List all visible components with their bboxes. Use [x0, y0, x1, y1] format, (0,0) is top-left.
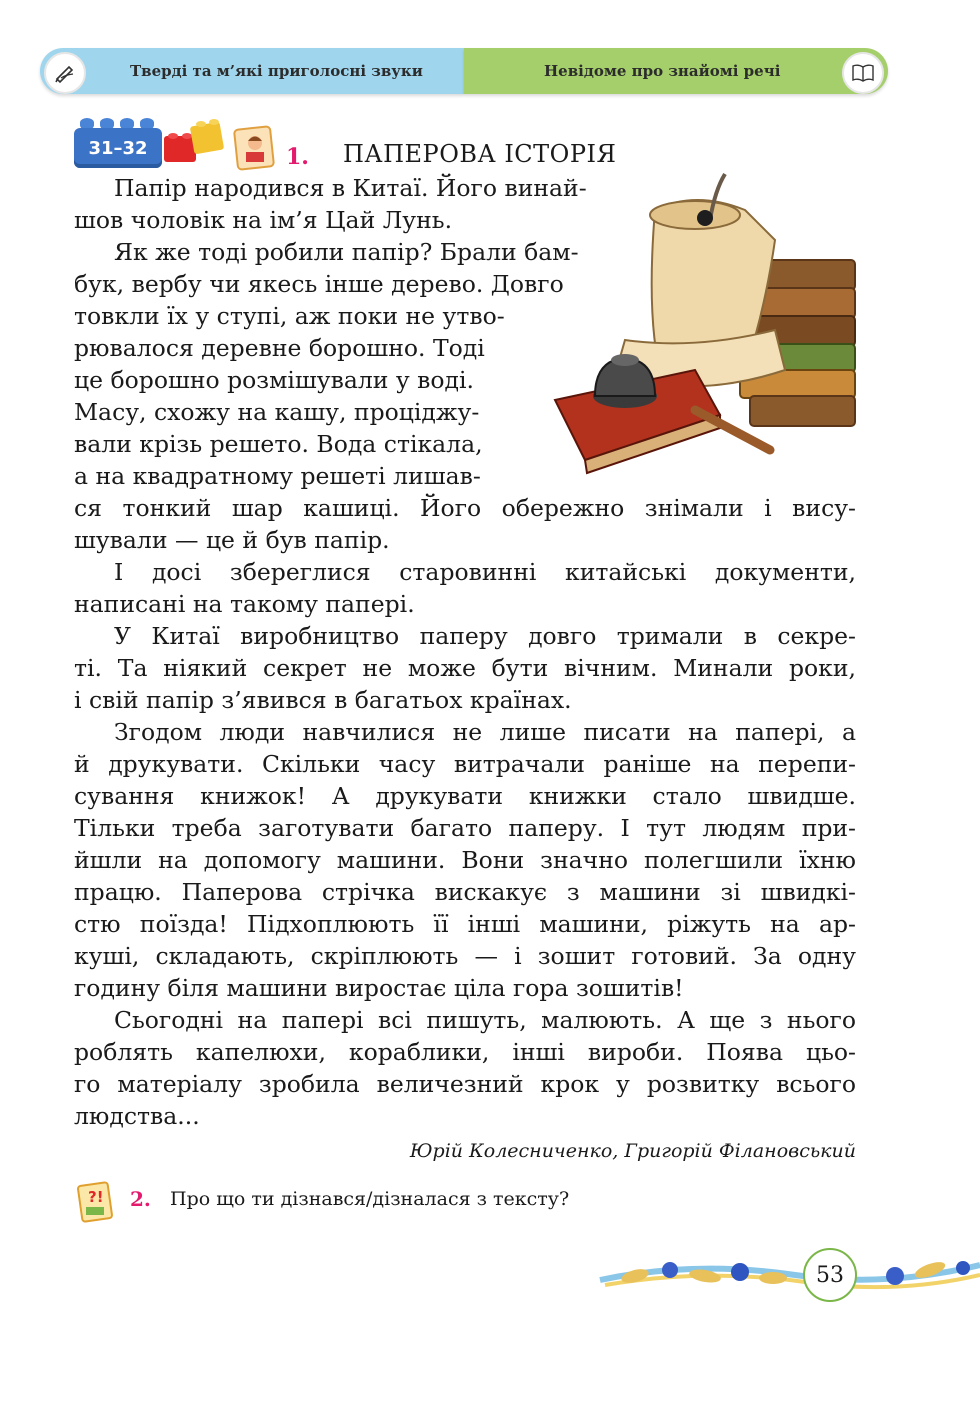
author-line: Юрій Колесниченко, Григорій Філановський [409, 1140, 856, 1162]
text-line: годину біля машини виростає ціла гора зошитів! [74, 974, 684, 1002]
text-line: рювалося деревне борошно. Тоді [74, 334, 485, 362]
task-number: 1. [286, 144, 309, 170]
text-line: а на квадратному решеті лишав- [74, 462, 481, 490]
text-line: й друкувати. Скільки часу витрачали раніше на перепи- [74, 750, 856, 778]
text-line: шов чоловік на ім’я Цай Лунь. [74, 206, 453, 234]
open-book-icon [842, 52, 884, 94]
task-number-2: 2. [130, 1187, 151, 1211]
text-line: І досі збереглися старовинні китайські документи, [114, 558, 856, 586]
cornflower-wheat-garland [595, 1240, 980, 1310]
text-line: Тільки треба заготувати багато паперу. І тут людям при- [74, 814, 856, 842]
text-line: йшли на допомогу машини. Вони значно полегшили їхню [74, 846, 856, 874]
text-line: Як же тоді робили папір? Брали бам- [114, 238, 579, 266]
text-line: Масу, схожу на кашу, проціджу- [74, 398, 480, 426]
text-line: і свій папір з’явився в багатьох країнах. [74, 686, 572, 714]
text-line: вали крізь решето. Вода стікала, [74, 430, 483, 458]
text-line: стю поїзда! Підхоплюють її інші машини, ріжуть на ар- [74, 910, 856, 938]
svg-text:?!: ?! [88, 1188, 104, 1206]
text-line: роблять капелюхи, кораблики, інші вироби. Поява цьо- [74, 1038, 856, 1066]
reading-child-icon [232, 124, 278, 172]
text-line: шували — це й був папір. [74, 526, 390, 554]
scroll-books-inkwell-illustration [545, 170, 860, 475]
text-line: працю. Паперова стрічка вискакує з машини зі швидкі- [74, 878, 856, 906]
page-number: 53 [803, 1248, 857, 1302]
header-left-section [40, 48, 464, 94]
header-right-title: Невідоме про знайомі речі [544, 62, 781, 80]
header-left-title: Тверді та м’які приголосні звуки [130, 62, 423, 80]
text-line: Згодом люди навчилися не лише писати на папері, а [114, 718, 856, 746]
question-text: Про що ти дізнався/дізналася з тексту? [170, 1188, 570, 1210]
text-line: це борошно розмішували у воді. [74, 366, 475, 394]
page-header [40, 48, 888, 94]
text-line: товкли їх у ступі, аж поки не утво- [74, 302, 505, 330]
text-line: написані на такому папері. [74, 590, 415, 618]
text-line: ся тонкий шар кашиці. Його обережно знімали і вису- [74, 494, 856, 522]
text-line: сування книжок! А друкувати книжки стало швидше. [74, 782, 856, 810]
lesson-number: 31–32 [74, 128, 162, 168]
text-line: Сьогодні на папері всі пишуть, малюють. А ще з нього [114, 1006, 856, 1034]
text-line: бук, вербу чи якесь інше дерево. Довго [74, 270, 564, 298]
text-line: людства... [74, 1102, 200, 1130]
pen-writing-icon [44, 52, 86, 94]
text-line: го матеріалу зробила величезний крок у розвитку всього [74, 1070, 856, 1098]
text-line: ті. Та ніякий секрет не може бути вічним. Минали роки, [74, 654, 856, 682]
question-card-icon [74, 1180, 122, 1226]
text-line: Папір народився в Китаї. Його винай- [114, 174, 587, 202]
lego-blocks-icon [158, 116, 228, 176]
text-line: куші, складають, скріплюють — і зошит готовий. За одну [74, 942, 856, 970]
header-right-section [464, 48, 888, 94]
text-line: У Китаї виробництво паперу довго тримали в секре- [114, 622, 856, 650]
text-title: ПАПЕРОВА ІСТОРІЯ [343, 140, 617, 168]
